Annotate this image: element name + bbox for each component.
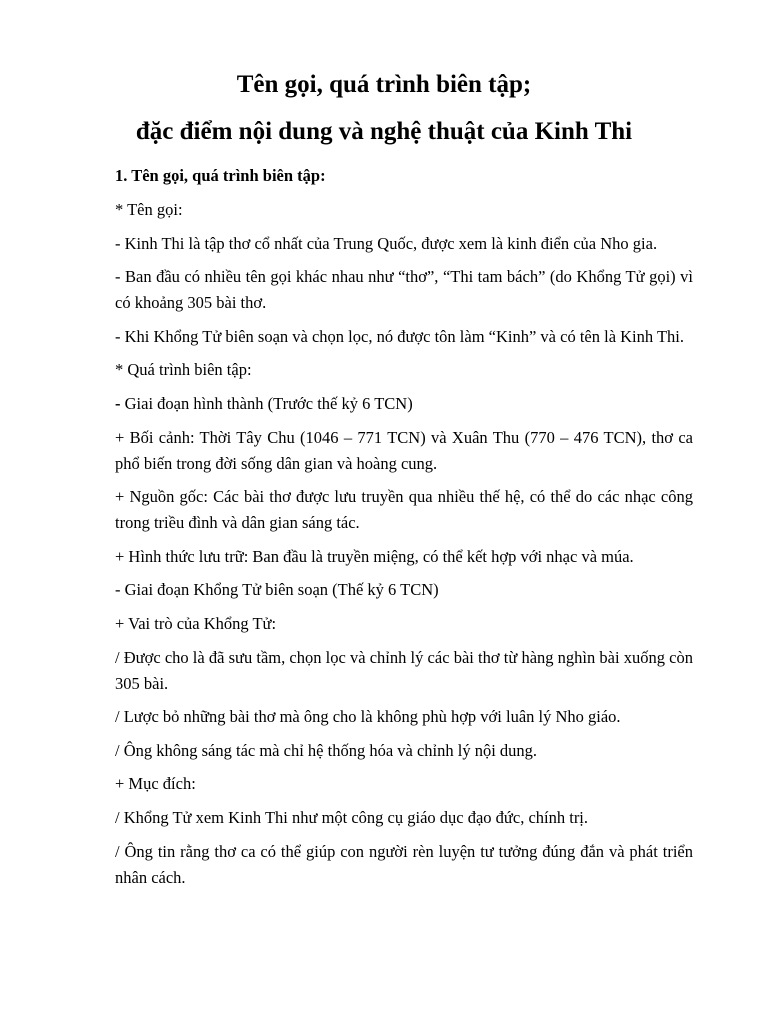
bold-dash: - [115, 393, 121, 413]
paragraph: + Hình thức lưu trữ: Ban đầu là truyền miệng, có thể kết hợp với nhạc và múa. [115, 546, 634, 566]
paragraph: + Bối cảnh: Thời Tây Chu (1046 – 771 TCN) và Xuân Thu (770 – 476 TCN), thơ ca phổ biến trong đời sống dân gian và hoàng cung. [115, 427, 693, 473]
paragraph: - Kinh Thi là tập thơ cổ nhất của Trung Quốc, được xem là kinh điển của Nho gia. [115, 233, 658, 253]
paragraph: * Tên gọi: [115, 200, 183, 219]
paragraph [115, 391, 693, 417]
section-heading: 1. Tên gọi, quá trình biên tập: [115, 166, 326, 185]
paragraph: - Ban đầu có nhiều tên gọi khác nhau như “thơ”, “Thi tam bách” (do Khổng Tử gọi) vì có khoảng 305 bài thơ. [115, 267, 693, 313]
paragraph: + Nguồn gốc: Các bài thơ được lưu truyền qua nhiều thế hệ, có thể do các nhạc công trong triều đình và dân gian sáng tác. [115, 487, 693, 533]
paragraph: + Mục đích: [115, 774, 196, 794]
document-title-line-1: Tên gọi, quá trình biên tập; [236, 71, 532, 98]
paragraph: + Vai trò của Khổng Tử: [115, 613, 277, 633]
document-title-line-2: đặc điểm nội dung và nghệ thuật của Kinh Thi [135, 118, 633, 145]
paragraph: * Quá trình biên tập: [115, 360, 252, 380]
paragraph: / Lược bỏ những bài thơ mà ông cho là không phù hợp với luân lý Nho giáo. [115, 707, 621, 727]
document-body [115, 163, 693, 898]
paragraph: - Khi Khổng Tử biên soạn và chọn lọc, nó được tôn làm “Kinh” và có tên là Kinh Thi. [115, 326, 685, 346]
paragraph: / Được cho là đã sưu tầm, chọn lọc và chỉnh lý các bài thơ từ hàng nghìn bài xuống còn 305 bài. [115, 647, 693, 693]
paragraph: - Giai đoạn Khổng Tử biên soạn (Thế kỷ 6 TCN) [115, 580, 439, 600]
paragraph-text: Giai đoạn hình thành (Trước thế kỷ 6 TCN) [124, 393, 413, 413]
paragraph: / Ông không sáng tác mà chỉ hệ thống hóa và chỉnh lý nội dung. [115, 740, 538, 760]
paragraph: / Khổng Tử xem Kinh Thi như một công cụ giáo dục đạo đức, chính trị. [115, 807, 589, 827]
paragraph: / Ông tin rằng thơ ca có thể giúp con người rèn luyện tư tưởng đúng đắn và phát triển nhân cách. [115, 841, 693, 887]
